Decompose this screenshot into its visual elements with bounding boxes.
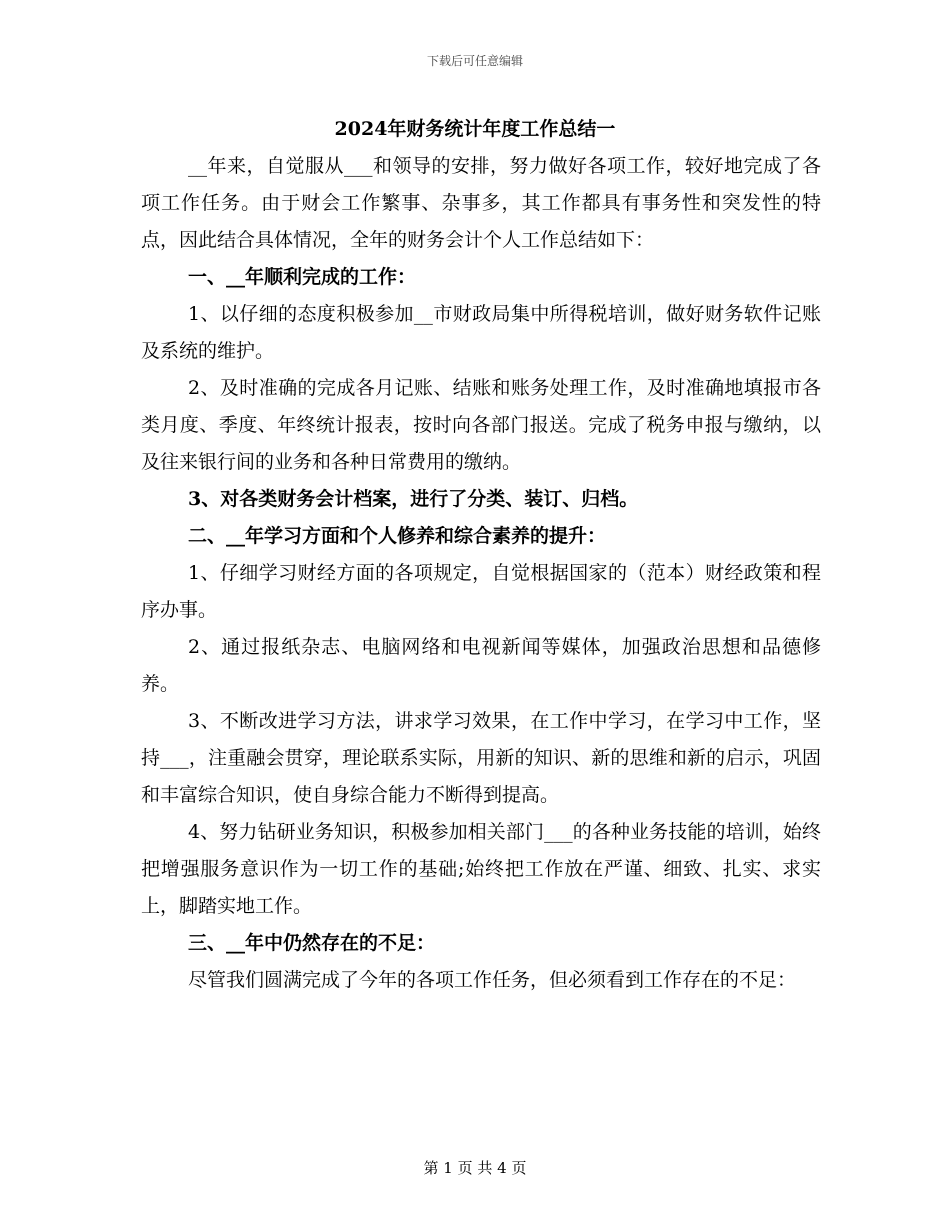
document-title: 2024年财务统计年度工作总结一	[334, 118, 616, 140]
section-heading-2: 二、__年学习方面和个人修养和综合素养的提升：	[188, 525, 607, 547]
section-1-item-2: 2、及时准确的完成各月记账、结账和账务处理工作，及时准确地填报市各类月度、季度、年终统计报表，按时向各部门报送。完成了税务申报与缴纳，以及往来银行间的业务和各种日常费用的缴纳。	[141, 377, 821, 473]
section-2-item-2: 2、通过报纸杂志、电脑网络和电视新闻等媒体，加强政治思想和品德修养。	[141, 636, 821, 695]
intro-paragraph: __年来，自觉服从___和领导的安排，努力做好各项工作，较好地完成了各项工作任务。由于财会工作繁事、杂事多，其工作都具有事务性和突发性的特点，因此结合具体情况，全年的财务会计个人工作总结如下：	[141, 155, 821, 251]
document-body	[141, 148, 821, 999]
section-3-paragraph: 尽管我们圆满完成了今年的各项工作任务，但必须看到工作存在的不足：	[188, 969, 797, 991]
page-footer: 第 1 页 共 4 页	[423, 1159, 527, 1177]
section-heading-1: 一、__年顺利完成的工作：	[188, 266, 417, 288]
section-2-item-3: 3、不断改进学习方法，讲求学习效果，在工作中学习，在学习中工作，坚持___，注重融会贯穿，理论联系实际，用新的知识、新的思维和新的启示，巩固和丰富综合知识，使自身综合能力不断得到提高。	[141, 710, 821, 806]
section-1-item-1: 1、以仔细的态度积极参加__市财政局集中所得税培训，做好财务软件记账及系统的维护。	[141, 303, 821, 362]
section-2-item-4: 4、努力钻研业务知识，积极参加相关部门___的各种业务技能的培训，始终把增强服务意识作为一切工作的基础;始终把工作放在严谨、细致、扎实、求实上，脚踏实地工作。	[141, 821, 821, 917]
section-1-item-3: 3、对各类财务会计档案，进行了分类、装订、归档。	[188, 488, 639, 510]
page-header: 下载后可任意编辑	[426, 54, 523, 68]
section-heading-3: 三、__年中仍然存在的不足：	[188, 932, 436, 954]
section-2-item-1: 1、仔细学习财经方面的各项规定，自觉根据国家的（范本）财经政策和程序办事。	[141, 562, 821, 621]
